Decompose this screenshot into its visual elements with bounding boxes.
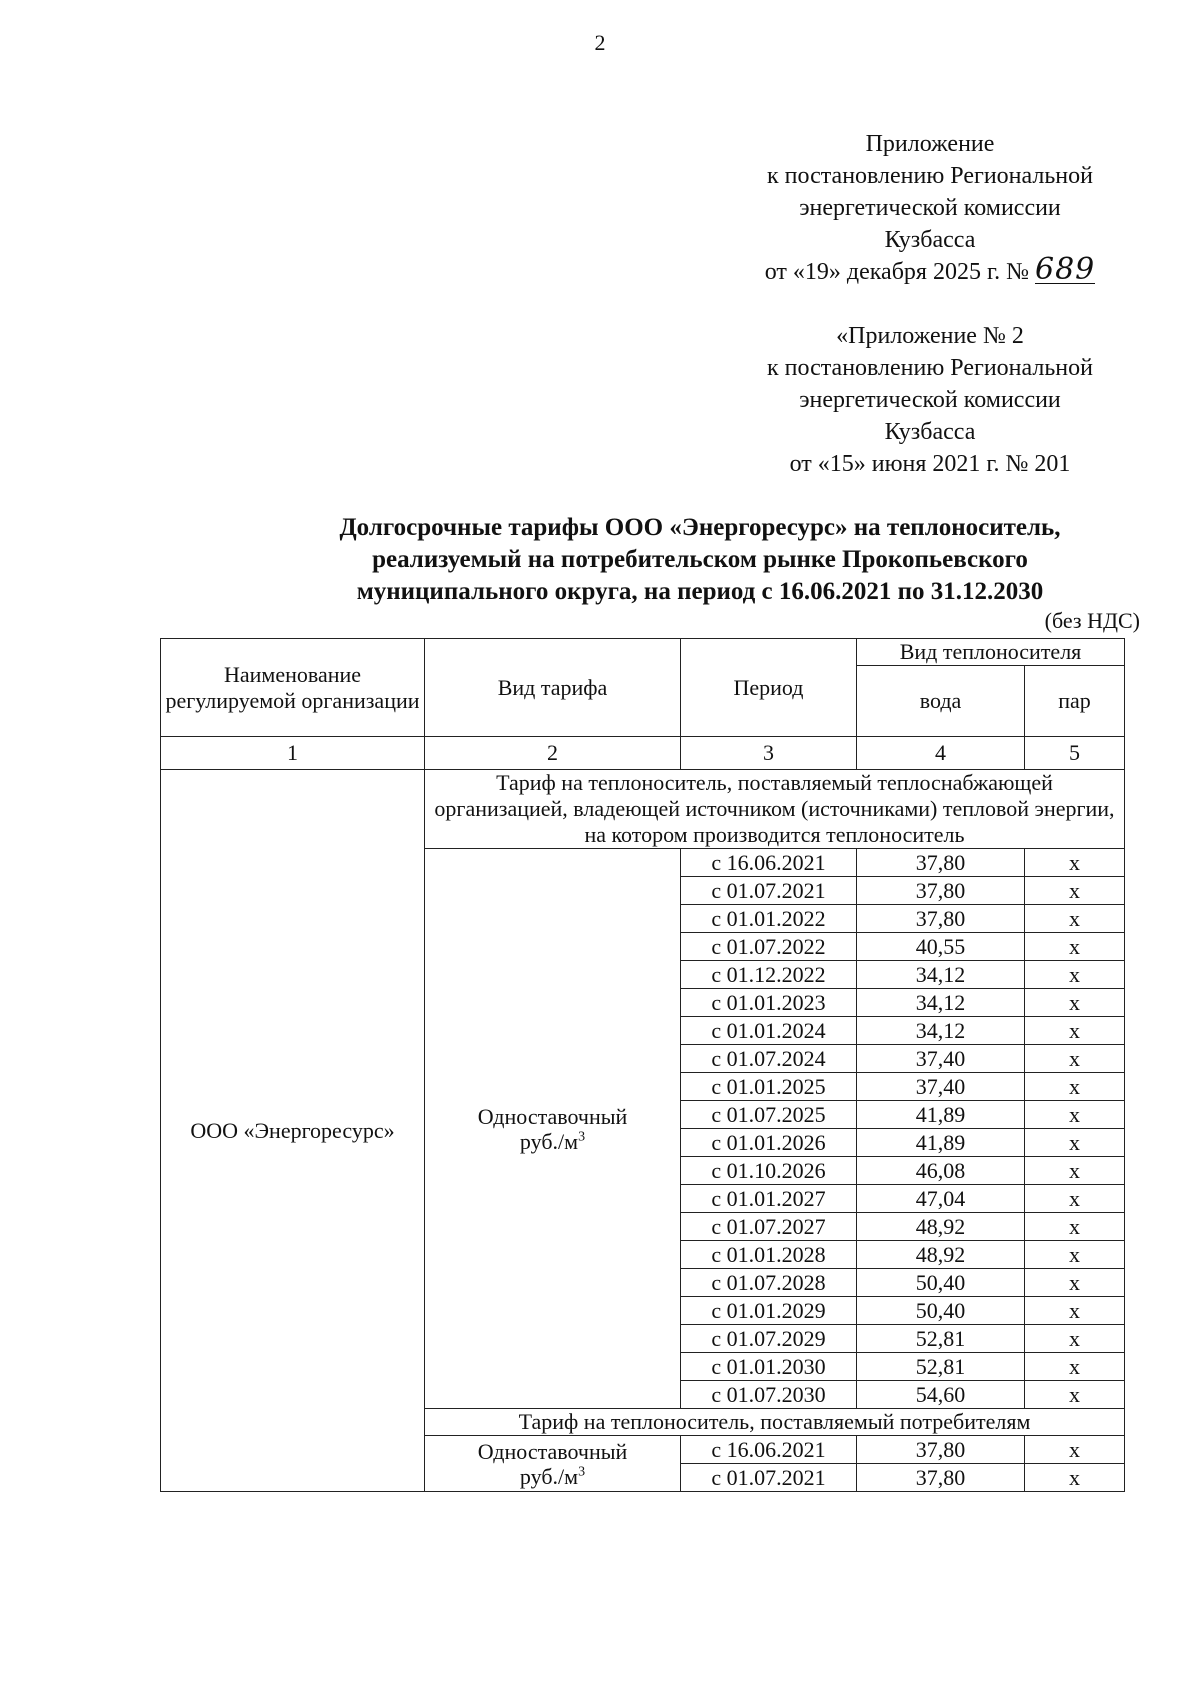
cell-steam: х <box>1025 989 1125 1017</box>
cell-period: с 01.01.2026 <box>681 1129 857 1157</box>
cell-period: с 01.01.2028 <box>681 1241 857 1269</box>
cell-water: 37,80 <box>857 877 1025 905</box>
cell-water: 48,92 <box>857 1213 1025 1241</box>
header-organization: Наименование регулируемой организации <box>161 639 425 737</box>
cell-water: 52,81 <box>857 1353 1025 1381</box>
cell-period: с 01.07.2021 <box>681 1464 857 1492</box>
appendix-line: энергетической комиссии <box>799 195 1061 221</box>
cell-period: с 01.07.2022 <box>681 933 857 961</box>
cell-steam: х <box>1025 1325 1125 1353</box>
cell-steam: х <box>1025 1101 1125 1129</box>
section-title: Тариф на теплоноситель, поставляемый потребителям <box>425 1409 1125 1436</box>
cell-steam: х <box>1025 1073 1125 1101</box>
original-appendix-line: «Приложение № 2 <box>836 323 1024 349</box>
header-period: Период <box>681 639 857 737</box>
cell-steam: х <box>1025 1185 1125 1213</box>
cell-water: 34,12 <box>857 989 1025 1017</box>
header-steam: пар <box>1025 666 1125 737</box>
cell-steam: х <box>1025 877 1125 905</box>
column-number: 4 <box>857 737 1025 770</box>
cell-steam: х <box>1025 1464 1125 1492</box>
handwritten-document-number: 689 <box>1035 252 1096 287</box>
cell-water: 34,12 <box>857 961 1025 989</box>
header-row <box>161 639 1125 666</box>
cell-steam: х <box>1025 1045 1125 1073</box>
cell-steam: х <box>1025 1297 1125 1325</box>
title-line: Долгосрочные тарифы ООО «Энергоресурс» на теплоноситель, <box>339 514 1061 541</box>
appendix-header <box>700 128 1160 288</box>
tariff-unit-exponent: 3 <box>578 1464 586 1480</box>
cell-steam: х <box>1025 1129 1125 1157</box>
header-coolant-type: Вид теплоносителя <box>857 639 1125 666</box>
appendix-line: Кузбасса <box>884 227 976 253</box>
header-water: вода <box>857 666 1025 737</box>
organization-name: ООО «Энергоресурс» <box>161 770 425 1492</box>
cell-water: 54,60 <box>857 1381 1025 1409</box>
cell-water: 40,55 <box>857 933 1025 961</box>
cell-steam: х <box>1025 1353 1125 1381</box>
cell-period: с 01.07.2029 <box>681 1325 857 1353</box>
original-appendix-line: энергетической комиссии <box>799 387 1061 413</box>
cell-water: 34,12 <box>857 1017 1025 1045</box>
cell-period: с 01.07.2024 <box>681 1045 857 1073</box>
tariff-table <box>160 638 1125 1492</box>
tariff-type-cell <box>425 1436 681 1492</box>
cell-period: с 01.01.2024 <box>681 1017 857 1045</box>
document-title <box>230 512 1170 608</box>
cell-steam: х <box>1025 1213 1125 1241</box>
cell-period: с 01.01.2022 <box>681 905 857 933</box>
cell-period: с 01.07.2021 <box>681 877 857 905</box>
cell-water: 37,80 <box>857 849 1025 877</box>
cell-water: 37,40 <box>857 1045 1025 1073</box>
original-appendix-line: от «15» июня 2021 г. № 201 <box>789 451 1071 477</box>
column-number: 2 <box>425 737 681 770</box>
cell-steam: х <box>1025 1381 1125 1409</box>
tariff-name: Одноставочный <box>477 1103 628 1129</box>
title-line: реализуемый на потребительском рынке Прокопьевского <box>372 546 1028 573</box>
cell-steam: х <box>1025 961 1125 989</box>
appendix-line: к постановлению Региональной <box>767 163 1093 189</box>
cell-water: 48,92 <box>857 1241 1025 1269</box>
title-line: муниципального округа, на период с 16.06.2021 по 31.12.2030 <box>356 578 1044 605</box>
column-number: 1 <box>161 737 425 770</box>
tariff-unit: руб./м <box>519 1463 579 1489</box>
column-number: 3 <box>681 737 857 770</box>
cell-water: 50,40 <box>857 1297 1025 1325</box>
cell-steam: х <box>1025 933 1125 961</box>
cell-steam: х <box>1025 1017 1125 1045</box>
appendix-date-line <box>700 252 1160 288</box>
appendix-date-text: от «19» декабря 2025 г. № <box>764 259 1029 285</box>
cell-steam: х <box>1025 1241 1125 1269</box>
cell-period: с 01.01.2023 <box>681 989 857 1017</box>
cell-period: с 01.12.2022 <box>681 961 857 989</box>
original-appendix-line: Кузбасса <box>884 419 976 445</box>
cell-water: 37,80 <box>857 1464 1025 1492</box>
section-row <box>161 770 1125 849</box>
appendix-line: Приложение <box>865 131 995 157</box>
cell-water: 41,89 <box>857 1101 1025 1129</box>
cell-water: 47,04 <box>857 1185 1025 1213</box>
page-number: 2 <box>594 30 606 55</box>
cell-period: с 16.06.2021 <box>681 1436 857 1464</box>
header-tariff-type: Вид тарифа <box>425 639 681 737</box>
vat-note: (без НДС) <box>1044 608 1140 633</box>
cell-water: 46,08 <box>857 1157 1025 1185</box>
tariff-unit-exponent: 3 <box>578 1129 586 1145</box>
cell-period: с 01.07.2028 <box>681 1269 857 1297</box>
cell-water: 37,80 <box>857 905 1025 933</box>
cell-water: 41,89 <box>857 1129 1025 1157</box>
cell-period: с 16.06.2021 <box>681 849 857 877</box>
cell-steam: х <box>1025 1157 1125 1185</box>
cell-period: с 01.07.2030 <box>681 1381 857 1409</box>
cell-water: 50,40 <box>857 1269 1025 1297</box>
cell-steam: х <box>1025 1269 1125 1297</box>
tariff-table-body <box>161 639 1125 1492</box>
original-appendix-line: к постановлению Региональной <box>767 355 1093 381</box>
cell-water: 52,81 <box>857 1325 1025 1353</box>
original-appendix-header <box>700 320 1160 480</box>
cell-steam: х <box>1025 1436 1125 1464</box>
column-number: 5 <box>1025 737 1125 770</box>
cell-water: 37,80 <box>857 1436 1025 1464</box>
cell-period: с 01.01.2030 <box>681 1353 857 1381</box>
cell-period: с 01.01.2025 <box>681 1073 857 1101</box>
cell-period: с 01.10.2026 <box>681 1157 857 1185</box>
column-number-row <box>161 737 1125 770</box>
tariff-type-cell <box>425 849 681 1409</box>
cell-period: с 01.07.2025 <box>681 1101 857 1129</box>
tariff-name: Одноставочный <box>477 1438 628 1464</box>
cell-period: с 01.01.2029 <box>681 1297 857 1325</box>
cell-period: с 01.07.2027 <box>681 1213 857 1241</box>
cell-steam: х <box>1025 905 1125 933</box>
section-title: Тариф на теплоноситель, поставляемый теплоснабжающей организацией, владеющей источником (источниками) тепловой энергии, на котором производится теплоноситель <box>425 770 1125 849</box>
cell-steam: х <box>1025 849 1125 877</box>
cell-period: с 01.01.2027 <box>681 1185 857 1213</box>
tariff-unit: руб./м <box>519 1128 579 1154</box>
cell-water: 37,40 <box>857 1073 1025 1101</box>
